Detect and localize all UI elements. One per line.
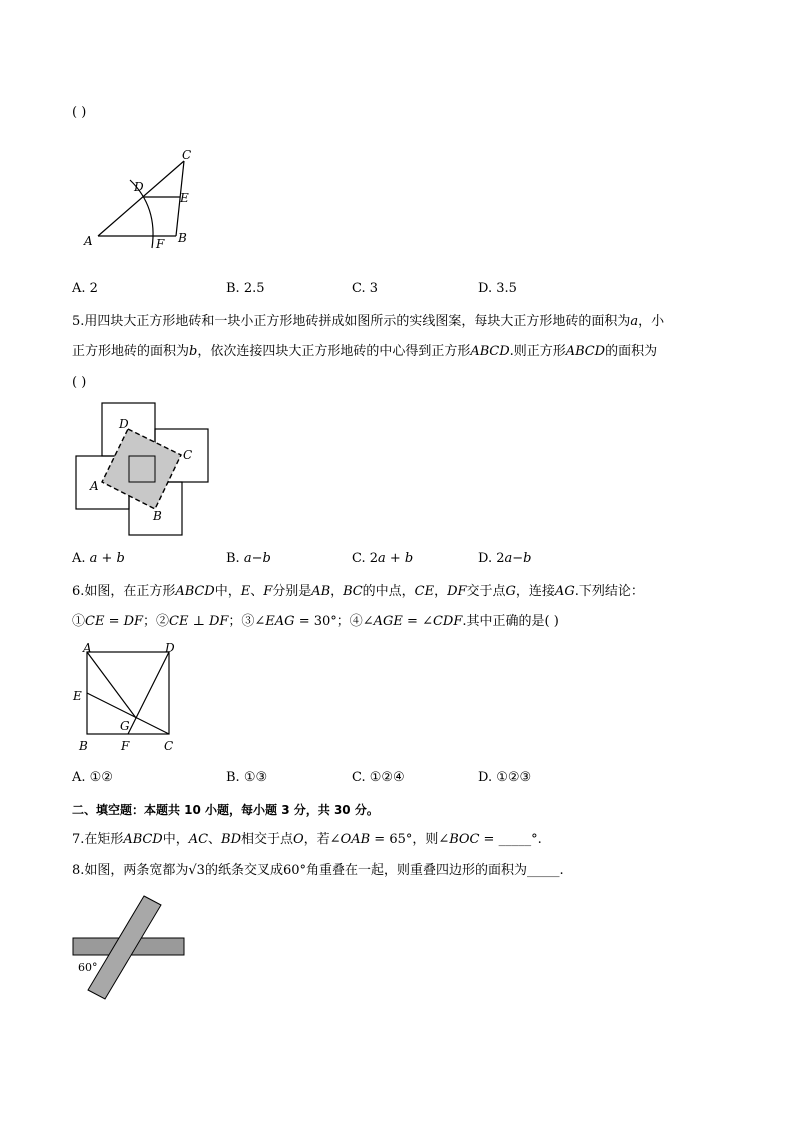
q5-stem-line2: 正方形地砖的面积为𝑏，依次连接四块大正方形地砖的中心得到正方形𝐴𝐵𝐶𝐷.则正方形𝐴𝐵𝐶𝐷的面积为: [72, 344, 658, 359]
label-a: A: [84, 234, 93, 248]
label-d: D: [119, 417, 129, 431]
q4-figure: [80, 145, 200, 255]
q4-option-d: D. 3.5: [478, 281, 517, 296]
q6-option-b: B. ①③: [226, 770, 268, 785]
segment-ag: [87, 652, 136, 718]
q6-option-d: D. ①②③: [478, 770, 532, 785]
q5-option-b: B. 𝑎−𝑏: [226, 551, 271, 566]
q5-option-c: C. 2𝑎 + 𝑏: [352, 551, 414, 566]
label-b: B: [153, 509, 162, 523]
q5-option-d: D. 2𝑎−𝑏: [478, 551, 532, 566]
section-heading-fill-in: 二、填空题：本题共 10 小题，每小题 3 分，共 30 分。: [72, 803, 379, 817]
label-c: C: [182, 148, 192, 162]
segment-ac: [98, 161, 184, 236]
label-c: C: [183, 448, 193, 462]
label-c: C: [164, 739, 174, 753]
label-d: D: [134, 180, 144, 194]
q6-figure: [70, 642, 185, 757]
q5-figure: [75, 402, 211, 538]
q6-stem-line1: 6.如图，在正方形𝐴𝐵𝐶𝐷中，𝐸、𝐹分别是𝐴𝐵，𝐵𝐶的中点，𝐶𝐸，𝐷𝐹交于点𝐺，连接𝐴𝐺.下列结论：: [72, 584, 644, 599]
q4-option-a: A. 2: [72, 281, 98, 296]
q4-option-c: C. 3: [352, 281, 379, 296]
label-f: F: [156, 237, 165, 251]
q4-answer-paren: ( ): [72, 105, 87, 120]
label-b: B: [178, 231, 187, 245]
q5-stem-line1: 5.用四块大正方形地砖和一块小正方形地砖拼成如图所示的实线图案，每块大正方形地砖的面积为𝑎，小: [72, 314, 665, 329]
q6-option-c: C. ①②④: [352, 770, 405, 785]
q8-figure: [70, 895, 190, 1005]
q8-stem: 8.如图，两条宽都为√3的纸条交叉成60°角重叠在一起，则重叠四边形的面积为_____.: [72, 863, 564, 878]
angle-label: 60°: [78, 961, 98, 974]
square-abcd: [102, 429, 181, 509]
label-f: F: [121, 739, 130, 753]
segment-df: [128, 652, 169, 734]
label-g: G: [120, 719, 130, 733]
q5-answer-paren: ( ): [72, 375, 87, 390]
q6-option-a: A. ①②: [72, 770, 113, 785]
q4-option-b: B. 2.5: [226, 281, 265, 296]
label-a: A: [90, 479, 99, 493]
label-e: E: [73, 689, 82, 703]
label-e: E: [180, 191, 189, 205]
label-b: B: [79, 739, 88, 753]
label-d: D: [165, 642, 175, 655]
q7-stem: 7.在矩形𝐴𝐵𝐶𝐷中，𝐴𝐶、𝐵𝐷相交于点𝑂，若∠𝑂𝐴𝐵 = 65°，则∠𝐵𝑂𝐶 = _____°.: [72, 832, 542, 847]
q5-option-a: A. 𝑎 + 𝑏: [72, 551, 125, 566]
label-a: A: [83, 642, 92, 655]
q6-stem-line2: ①𝐶𝐸 = 𝐷𝐹；②𝐶𝐸 ⊥ 𝐷𝐹；③∠𝐸𝐴𝐺 = 30°；④∠𝐴𝐺𝐸 = ∠𝐶𝐷𝐹.其中正确的是( ): [72, 614, 559, 629]
